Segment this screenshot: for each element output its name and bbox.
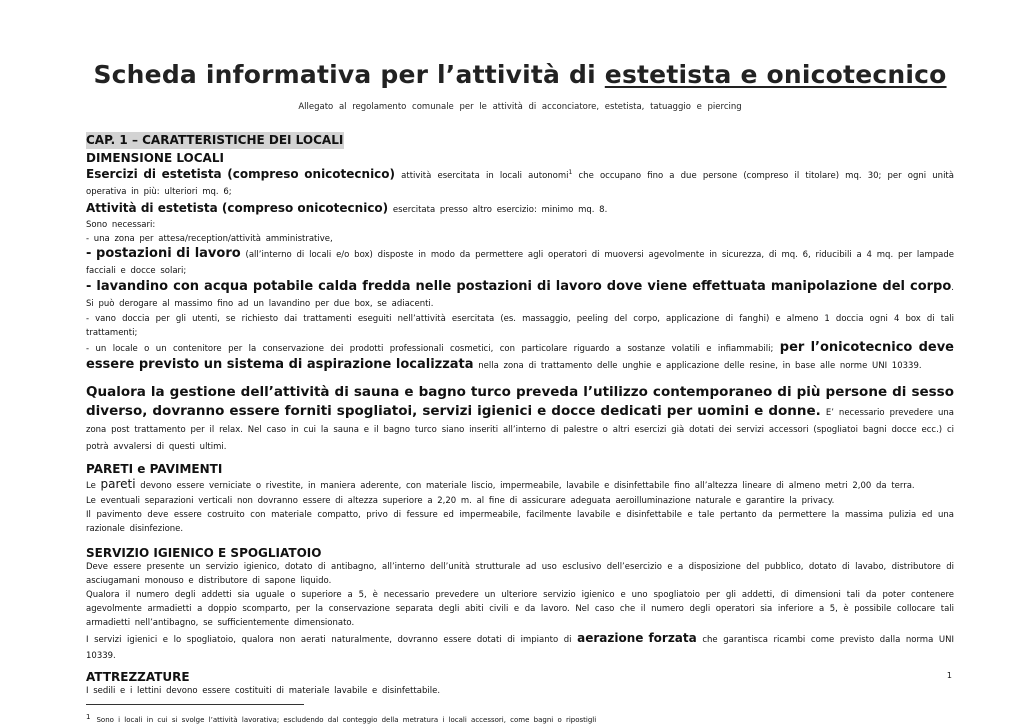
footnote-text: Sono i locali in cui si svolge l’attività lavorativa; escludendo dal conteggio della metratura i locali accessori, come bagni o ripostigli — [96, 715, 597, 724]
title-plain: Scheda informativa per l’attività di — [93, 60, 605, 89]
contenitore-text-b: nella zona di trattamento delle unghie e applicazione delle resine, in base alle norme UNI 10339. — [473, 360, 922, 371]
pareti-text-b: devono essere verniciate o rivestite, in maniera aderente, con materiale liscio, impermeabile, lavabile e disinfettabile fino all’altezza lineare di almeno metri 2,00 da terra. — [135, 480, 915, 491]
document-subtitle: Allegato al regolamento comunale per le attività di acconciatore, estetista, tatuaggio e piercing — [298, 102, 742, 112]
paragraph-sono-necessari: Sono necessari: — [86, 219, 156, 230]
attivita-text: esercitata presso altro esercizio: minimo mq. 8. — [388, 204, 608, 215]
attivita-bold: Attività di estetista (compreso onicotecnico) — [86, 200, 389, 215]
chapter-heading: CAP. 1 – CARATTERISTICHE DEI LOCALI — [86, 133, 344, 147]
paragraph-attivita — [86, 200, 954, 218]
lavandino-bold: - lavandino con acqua potabile calda fredda nelle postazioni di lavoro dove viene effettuata manipolazione del corpo — [86, 278, 952, 294]
postazioni-bold: - postazioni di lavoro — [86, 245, 241, 261]
paragraph-separazioni: Le eventuali separazioni verticali non dovranno essere di altezza superiore a 2,20 m. al fine di assicurare adeguata aeroilluminazione naturale e garantire la privacy. — [86, 495, 835, 506]
lavandino-text: . Si può derogare al massimo fino ad un lavandino per due box, se adiacenti. — [86, 282, 954, 309]
paragraph-sauna — [86, 384, 954, 456]
document-title — [86, 0, 954, 89]
aerazione-bold: aerazione forzata — [577, 630, 697, 645]
paragraph-postazioni — [86, 246, 954, 279]
paragraph-attrezzature: I sedili e i lettini devono essere costituiti di materiale lavabile e disinfettabile. — [86, 685, 441, 696]
footnote — [86, 713, 954, 724]
paragraph-servizio-3 — [86, 630, 954, 664]
aspirazione-bold: per l’onicotecnico deve essere previsto un sistema di aspirazione localizzata — [86, 339, 955, 372]
page-number: 1 — [946, 671, 952, 680]
paragraph-servizio-2: Qualora il numero degli addetti sia uguale o superiore a 5, è necessario prevedere un ulteriore servizio igienico e uno spogliatoio per gli addetti, di dimensioni tali da poter contenere agevolmente armadietti a doppio scomparto, per la conservazione separata degli abiti civili e da lavoro. Nel caso che il numero degli operatori sia inferiore a 5, è possibile collocare tali armadietti nell’antibagno, se sufficientemente dimensionato. — [86, 589, 954, 628]
servizio-3-text-a: I servizi igienici e lo spogliatoio, qualora non aerati naturalmente, dovranno essere dotati di impianto di — [86, 634, 578, 645]
paragraph-lavandino — [86, 279, 954, 312]
esercizi-bold: Esercizi di estetista (compreso onicotecnico) — [86, 166, 396, 181]
esercizi-text-a: attività esercitata in locali autonomi — [395, 170, 569, 181]
footnote-divider — [86, 704, 304, 705]
paragraph-pareti — [86, 476, 954, 494]
section-heading-dimensione: DIMENSIONE LOCALI — [86, 151, 224, 165]
servizio-3-text-b: che garantisca ricambi come previsto dalla norma UNI 10339. — [86, 634, 954, 661]
sauna-text: E’ necessario prevedere una zona post trattamento per il relax. Nel caso in cui la sauna e il bagno turco siano inseriti all’interno di palestre o altri esercizi già dotati dei servizi accessori (spogliatoi bagni docce ecc.) ci potrà avvalersi di questi ultimi. — [86, 407, 954, 452]
section-heading-servizio: SERVIZIO IGIENICO E SPOGLIATOIO — [86, 545, 322, 560]
contenitore-text-a: - un locale o un contenitore per la conservazione dei prodotti professionali cosmetici, con particolare riguardo a sostanze volatili e infiammabili; — [86, 343, 780, 354]
paragraph-esercizi — [86, 165, 954, 200]
pareti-word: pareti — [100, 476, 136, 491]
paragraph-contenitore — [86, 340, 954, 374]
footnote-mark: 1 — [86, 712, 91, 721]
paragraph-zona-attesa: - una zona per attesa/reception/attività amministrative, — [86, 233, 333, 244]
title-underlined: estetista e onicotecnico — [604, 60, 947, 89]
sauna-bold: Qualora la gestione dell’attività di sauna e bagno turco preveda l’utilizzo contemporaneo di più persone di sesso diverso, dovranno essere forniti spogliatoi, servizi igienici e docce dedicati per uomini e donne. — [86, 383, 954, 419]
paragraph-vano-doccia: - vano doccia per gli utenti, se richiesto dai trattamenti eseguiti nell’attività esercitata (es. massaggio, peeling del corpo, applicazione di fanghi) e almeno 1 doccia ogni 4 box di tali trattamenti; — [86, 313, 954, 338]
pareti-text-a: Le — [86, 480, 101, 491]
paragraph-servizio-1: Deve essere presente un servizio igienico, dotato di antibagno, all’interno dell’unità strutturale ad uso esclusivo dell’esercizio e a disposizione del pubblico, dotato di lavabo, distributore di asciugamani monouso e distributore di sapone liquido. — [86, 561, 954, 586]
section-heading-pareti: PARETI e PAVIMENTI — [86, 461, 223, 476]
section-heading-attrezzature: ATTREZZATURE — [86, 669, 190, 684]
paragraph-pavimento: Il pavimento deve essere costruito con materiale compatto, privo di fessure ed impermeabile, facilmente lavabile e disinfettabile e tale pertanto da permettere la massima pulizia ed una razionale disinfezione. — [86, 509, 954, 534]
esercizi-text-b: che occupano fino a due persone (compreso il titolare) mq. 30; per ogni unità operativa in più: ulteriori mq. 6; — [86, 170, 954, 197]
postazioni-text: (all’interno di locali e/o box) disposte in modo da permettere agli operatori di muoversi agevolmente in sicurezza, di mq. 6, riducibili a 4 mq. per lampade facciali e docce solari; — [86, 249, 954, 276]
footnote-ref: 1 — [568, 169, 573, 176]
chapter-heading-row — [86, 129, 954, 147]
